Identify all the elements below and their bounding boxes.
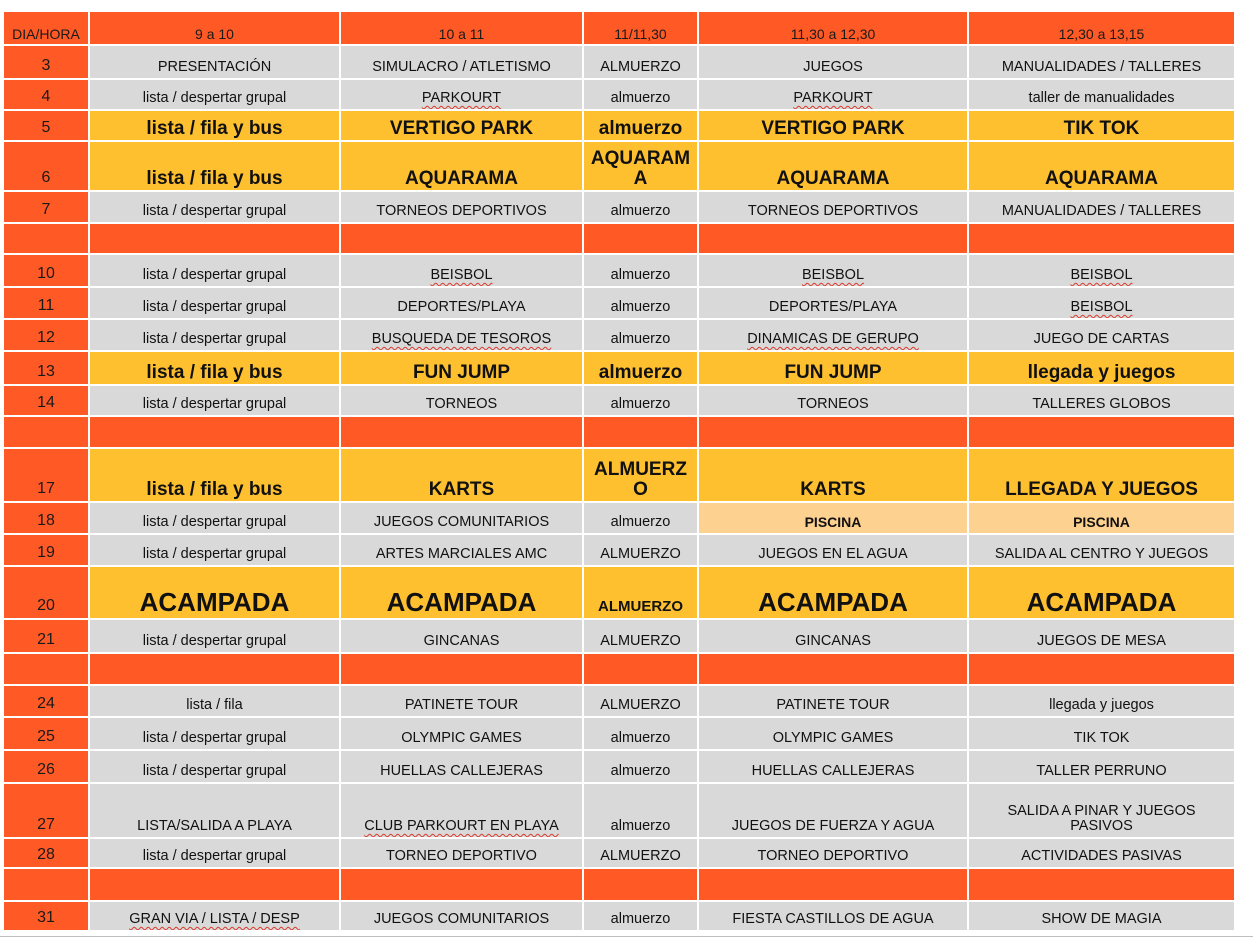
- day-24-activity-5: [969, 686, 1234, 716]
- header-column-5: [969, 12, 1234, 44]
- day-12-activity-1-text: lista / despertar grupal: [142, 330, 287, 347]
- day-26-activity-1: [90, 751, 339, 782]
- day-26-activity-4-text: HUELLAS CALLEJERAS: [751, 762, 915, 779]
- day-3-activity-4-text: JUEGOS: [803, 58, 863, 75]
- day-25-activity-1: [90, 718, 339, 749]
- day-13-activity-5: [969, 352, 1234, 384]
- day-4-activity-2-text: PARKOURT: [421, 89, 502, 106]
- day-6-activity-2-text: AQUARAMA: [405, 168, 518, 190]
- day-21-activity-5: [969, 620, 1234, 652]
- separator-row-activity-2: [341, 654, 582, 684]
- day-6-activity-3: [584, 142, 697, 190]
- day-12-activity-3: [584, 320, 697, 350]
- separator-row-activity-4: [699, 417, 967, 447]
- day-17-day-cell: [4, 449, 88, 501]
- day-4-activity-3-text: almuerzo: [610, 89, 671, 106]
- day-17-activity-3-text: ALMUERZ O: [594, 459, 687, 501]
- day-27-activity-2: [341, 784, 582, 837]
- day-21-day-cell-text: 21: [37, 631, 55, 649]
- day-24-activity-4-text: PATINETE TOUR: [776, 696, 890, 713]
- day-14-activity-3: [584, 386, 697, 415]
- day-21-activity-1: [90, 620, 339, 652]
- day-27-activity-4-text: JUEGOS DE FUERZA Y AGUA: [731, 817, 935, 834]
- day-26-activity-3-text: almuerzo: [610, 762, 671, 779]
- day-24-activity-1: [90, 686, 339, 716]
- day-7-activity-4-text: TORNEOS DEPORTIVOS: [747, 202, 919, 219]
- day-20-day-cell-text: 20: [37, 597, 55, 615]
- day-4-day-cell-text: 4: [41, 88, 51, 106]
- day-11-activity-3: [584, 288, 697, 318]
- day-18-activity-5: [969, 503, 1234, 533]
- day-27-activity-3-text: almuerzo: [610, 817, 671, 834]
- day-24-day-cell-text: 24: [37, 695, 55, 713]
- day-14-activity-2-text: TORNEOS: [425, 395, 498, 412]
- day-26-day-cell: [4, 751, 88, 782]
- day-3-activity-1-text: PRESENTACIÓN: [157, 58, 272, 75]
- day-20-activity-5: [969, 567, 1234, 618]
- day-7-activity-5-text: MANUALIDADES / TALLERES: [1001, 202, 1202, 219]
- day-26-activity-3: [584, 751, 697, 782]
- day-5-activity-3-text: almuerzo: [598, 118, 683, 140]
- day-6-activity-4-text: AQUARAMA: [776, 168, 890, 190]
- header-day-label-text: DIA/HORA: [12, 26, 80, 43]
- day-28-day-cell-text: 28: [37, 846, 55, 864]
- day-3-activity-2: [341, 46, 582, 78]
- day-31-activity-5: [969, 902, 1234, 930]
- day-13-activity-2-text: FUN JUMP: [412, 362, 511, 384]
- day-21-activity-4: [699, 620, 967, 652]
- day-18-activity-2-text: JUEGOS COMUNITARIOS: [373, 513, 550, 530]
- day-21-activity-3: [584, 620, 697, 652]
- day-4-activity-5-text: taller de manualidades: [1028, 89, 1175, 106]
- day-7-activity-3-text: almuerzo: [610, 202, 671, 219]
- day-19-activity-4: [699, 535, 967, 565]
- day-11-activity-4: [699, 288, 967, 318]
- day-11-activity-5-text: BEISBOL: [1070, 298, 1133, 315]
- day-27-activity-5-text: SALIDA A PINAR Y JUEGOS PASIVOS: [1007, 802, 1196, 834]
- day-7-activity-1: [90, 192, 339, 222]
- day-21-day-cell: [4, 620, 88, 652]
- day-19-activity-3-text: ALMUERZO: [600, 545, 681, 562]
- day-14-day-cell-text: 14: [37, 394, 55, 412]
- day-10-activity-1-text: lista / despertar grupal: [142, 266, 287, 283]
- day-6-activity-3-text: AQUARAM A: [590, 148, 691, 190]
- day-13-activity-1-text: lista / fila y bus: [146, 362, 283, 384]
- day-25-activity-3: [584, 718, 697, 749]
- day-27-activity-1-text: LISTA/SALIDA A PLAYA: [137, 817, 292, 834]
- day-25-activity-1-text: lista / despertar grupal: [142, 729, 287, 746]
- day-25-day-cell-text: 25: [37, 728, 55, 746]
- day-28-activity-1: [90, 839, 339, 867]
- day-18-activity-2: [341, 503, 582, 533]
- day-10-activity-4: [699, 255, 967, 286]
- day-25-activity-2: [341, 718, 582, 749]
- day-4-activity-4: [699, 80, 967, 109]
- day-13-activity-4-text: FUN JUMP: [784, 362, 882, 384]
- day-28-activity-1-text: lista / despertar grupal: [142, 847, 287, 864]
- day-10-activity-5: [969, 255, 1234, 286]
- day-17-day-cell-text: 17: [37, 480, 55, 498]
- day-7-activity-1-text: lista / despertar grupal: [142, 202, 287, 219]
- day-20-activity-3-text: ALMUERZO: [598, 598, 683, 616]
- day-17-activity-5: [969, 449, 1234, 501]
- day-20-activity-1-text: ACAMPADA: [139, 586, 290, 617]
- day-4-activity-1: [90, 80, 339, 109]
- day-27-activity-5: [969, 784, 1234, 837]
- separator-row-day-cell: [4, 224, 88, 253]
- day-14-day-cell: [4, 386, 88, 415]
- day-5-activity-5-text: TIK TOK: [1063, 118, 1140, 140]
- day-5-activity-1-text: lista / fila y bus: [146, 118, 283, 140]
- day-21-activity-2: [341, 620, 582, 652]
- header-column-1: [90, 12, 339, 44]
- separator-row-activity-3: [584, 417, 697, 447]
- day-31-activity-3-text: almuerzo: [610, 910, 671, 927]
- day-11-activity-2: [341, 288, 582, 318]
- day-24-day-cell: [4, 686, 88, 716]
- separator-row-activity-5: [969, 224, 1234, 253]
- day-21-activity-3-text: ALMUERZO: [600, 632, 681, 649]
- day-26-activity-5: [969, 751, 1234, 782]
- day-26-day-cell-text: 26: [37, 761, 55, 779]
- day-20-activity-1: [90, 567, 339, 618]
- day-11-activity-4-text: DEPORTES/PLAYA: [768, 298, 898, 315]
- day-14-activity-4: [699, 386, 967, 415]
- day-28-activity-4-text: TORNEO DEPORTIVO: [757, 847, 909, 864]
- day-12-activity-3-text: almuerzo: [610, 330, 671, 347]
- day-18-activity-4: [699, 503, 967, 533]
- separator-row-activity-1: [90, 224, 339, 253]
- header-day-label: [4, 12, 88, 44]
- day-6-day-cell-text: 6: [41, 169, 51, 187]
- day-7-day-cell-text: 7: [41, 201, 51, 219]
- day-10-activity-1: [90, 255, 339, 286]
- header-column-4: [699, 12, 967, 44]
- day-13-activity-3-text: almuerzo: [598, 362, 683, 384]
- day-12-activity-4: [699, 320, 967, 350]
- day-5-activity-4-text: VERTIGO PARK: [761, 118, 905, 140]
- day-6-activity-2: [341, 142, 582, 190]
- day-18-day-cell: [4, 503, 88, 533]
- day-10-activity-4-text: BEISBOL: [801, 266, 865, 283]
- day-24-activity-3-text: ALMUERZO: [600, 696, 681, 713]
- header-column-3-text: 11/11,30: [614, 26, 667, 43]
- separator-row-activity-4: [699, 654, 967, 684]
- separator-row-activity-5: [969, 417, 1234, 447]
- day-5-activity-5: [969, 111, 1234, 140]
- day-18-activity-3: [584, 503, 697, 533]
- day-25-activity-4-text: OLYMPIC GAMES: [772, 729, 894, 746]
- day-28-day-cell: [4, 839, 88, 867]
- day-5-day-cell-text: 5: [41, 119, 51, 137]
- day-27-activity-2-text: CLUB PARKOURT EN PLAYA: [364, 817, 559, 834]
- day-17-activity-2: [341, 449, 582, 501]
- day-6-activity-5-text: AQUARAMA: [1045, 168, 1158, 190]
- day-17-activity-2-text: KARTS: [428, 479, 495, 501]
- day-21-activity-2-text: GINCANAS: [423, 632, 500, 649]
- day-12-day-cell: [4, 320, 88, 350]
- day-4-activity-4-text: PARKOURT: [793, 89, 873, 106]
- separator-row-activity-5: [969, 654, 1234, 684]
- day-3-activity-3-text: ALMUERZO: [600, 58, 681, 75]
- day-7-day-cell: [4, 192, 88, 222]
- day-10-activity-3: [584, 255, 697, 286]
- day-6-activity-1: [90, 142, 339, 190]
- day-11-activity-2-text: DEPORTES/PLAYA: [397, 298, 526, 315]
- day-24-activity-5-text: llegada y juegos: [1049, 696, 1154, 713]
- day-31-activity-1-text: GRAN VIA / LISTA / DESP: [129, 910, 300, 927]
- day-21-activity-1-text: lista / despertar grupal: [142, 632, 287, 649]
- day-3-activity-1: [90, 46, 339, 78]
- day-25-day-cell: [4, 718, 88, 749]
- header-column-4-text: 11,30 a 12,30: [790, 26, 876, 43]
- day-11-activity-3-text: almuerzo: [610, 298, 671, 315]
- day-3-activity-2-text: SIMULACRO / ATLETISMO: [372, 58, 551, 75]
- day-28-activity-3: [584, 839, 697, 867]
- day-31-activity-1: [90, 902, 339, 930]
- day-4-activity-2: [341, 80, 582, 109]
- day-12-activity-5-text: JUEGO DE CARTAS: [1033, 330, 1170, 347]
- header-column-2-text: 10 a 11: [438, 26, 485, 43]
- day-26-activity-2-text: HUELLAS CALLEJERAS: [380, 762, 543, 779]
- day-18-activity-4-text: PISCINA: [804, 514, 862, 531]
- separator-row-activity-1: [90, 869, 339, 900]
- day-26-activity-4: [699, 751, 967, 782]
- day-19-activity-4-text: JUEGOS EN EL AGUA: [758, 545, 908, 562]
- day-13-activity-2: [341, 352, 582, 384]
- separator-row-activity-3: [584, 224, 697, 253]
- day-26-activity-5-text: TALLER PERRUNO: [1036, 762, 1167, 779]
- day-14-activity-5: [969, 386, 1234, 415]
- day-6-activity-5: [969, 142, 1234, 190]
- day-3-activity-3: [584, 46, 697, 78]
- day-14-activity-2: [341, 386, 582, 415]
- day-25-activity-2-text: OLYMPIC GAMES: [401, 729, 522, 746]
- day-6-activity-1-text: lista / fila y bus: [146, 168, 283, 190]
- bottom-divider: [0, 936, 1253, 937]
- day-4-activity-1-text: lista / despertar grupal: [142, 89, 287, 106]
- day-12-activity-2-text: BUSQUEDA DE TESOROS: [371, 330, 552, 347]
- day-18-day-cell-text: 18: [37, 512, 55, 530]
- day-24-activity-1-text: lista / fila: [186, 696, 243, 713]
- day-14-activity-4-text: TORNEOS: [797, 395, 869, 412]
- day-17-activity-3: [584, 449, 697, 501]
- day-3-activity-5-text: MANUALIDADES / TALLERES: [1001, 58, 1202, 75]
- day-27-day-cell: [4, 784, 88, 837]
- day-19-activity-2: [341, 535, 582, 565]
- separator-row-activity-2: [341, 869, 582, 900]
- day-11-day-cell-text: 11: [37, 297, 55, 315]
- day-14-activity-5-text: TALLERES GLOBOS: [1032, 395, 1171, 412]
- day-26-activity-1-text: lista / despertar grupal: [142, 762, 287, 779]
- day-10-activity-2: [341, 255, 582, 286]
- day-21-activity-4-text: GINCANAS: [795, 632, 871, 649]
- day-13-day-cell-text: 13: [37, 363, 55, 381]
- day-17-activity-1-text: lista / fila y bus: [146, 479, 283, 501]
- day-20-day-cell: [4, 567, 88, 618]
- day-18-activity-3-text: almuerzo: [610, 513, 671, 530]
- separator-row-activity-5: [969, 869, 1234, 900]
- day-19-day-cell: [4, 535, 88, 565]
- header-column-5-text: 12,30 a 13,15: [1058, 26, 1145, 43]
- separator-row-activity-2: [341, 417, 582, 447]
- day-14-activity-1-text: lista / despertar grupal: [142, 395, 287, 412]
- day-24-activity-2: [341, 686, 582, 716]
- day-28-activity-2-text: TORNEO DEPORTIVO: [386, 847, 537, 864]
- day-31-activity-3: [584, 902, 697, 930]
- separator-row-activity-1: [90, 654, 339, 684]
- day-7-activity-2: [341, 192, 582, 222]
- day-20-activity-3: [584, 567, 697, 618]
- separator-row-day-cell: [4, 869, 88, 900]
- day-19-activity-5: [969, 535, 1234, 565]
- day-28-activity-5-text: ACTIVIDADES PASIVAS: [1021, 847, 1182, 864]
- separator-row-activity-4: [699, 224, 967, 253]
- day-20-activity-5-text: ACAMPADA: [1026, 586, 1177, 617]
- day-27-activity-4: [699, 784, 967, 837]
- day-19-activity-1-text: lista / despertar grupal: [142, 545, 287, 562]
- day-13-activity-1: [90, 352, 339, 384]
- day-13-activity-4: [699, 352, 967, 384]
- day-5-day-cell: [4, 111, 88, 140]
- day-26-activity-2: [341, 751, 582, 782]
- day-17-activity-1: [90, 449, 339, 501]
- header-column-2: [341, 12, 582, 44]
- day-31-activity-5-text: SHOW DE MAGIA: [1041, 910, 1162, 927]
- day-7-activity-5: [969, 192, 1234, 222]
- day-3-day-cell-text: 3: [41, 57, 51, 75]
- day-7-activity-4: [699, 192, 967, 222]
- day-3-activity-4: [699, 46, 967, 78]
- day-20-activity-2: [341, 567, 582, 618]
- day-10-activity-3-text: almuerzo: [610, 266, 671, 283]
- day-20-activity-4: [699, 567, 967, 618]
- day-24-activity-2-text: PATINETE TOUR: [404, 696, 519, 713]
- day-5-activity-4: [699, 111, 967, 140]
- day-12-activity-2: [341, 320, 582, 350]
- day-12-activity-1: [90, 320, 339, 350]
- day-13-day-cell: [4, 352, 88, 384]
- day-4-activity-5: [969, 80, 1234, 109]
- day-27-day-cell-text: 27: [37, 816, 55, 834]
- day-31-activity-2: [341, 902, 582, 930]
- day-3-activity-5: [969, 46, 1234, 78]
- day-28-activity-5: [969, 839, 1234, 867]
- day-10-day-cell: [4, 255, 88, 286]
- day-19-activity-3: [584, 535, 697, 565]
- day-17-activity-5-text: LLEGADA Y JUEGOS: [1005, 479, 1198, 501]
- day-3-day-cell: [4, 46, 88, 78]
- day-14-activity-3-text: almuerzo: [610, 395, 671, 412]
- day-18-activity-5-text: PISCINA: [1073, 514, 1130, 531]
- day-7-activity-3: [584, 192, 697, 222]
- day-25-activity-4: [699, 718, 967, 749]
- day-28-activity-4: [699, 839, 967, 867]
- separator-row-activity-3: [584, 869, 697, 900]
- day-19-day-cell-text: 19: [37, 544, 55, 562]
- day-13-activity-5-text: llegada y juegos: [1027, 362, 1176, 384]
- day-12-activity-5: [969, 320, 1234, 350]
- day-25-activity-3-text: almuerzo: [610, 729, 671, 746]
- day-20-activity-2-text: ACAMPADA: [386, 586, 537, 617]
- day-25-activity-5-text: TIK TOK: [1073, 729, 1130, 746]
- day-31-day-cell-text: 31: [37, 909, 55, 927]
- day-17-activity-4-text: KARTS: [800, 479, 866, 501]
- day-5-activity-2: [341, 111, 582, 140]
- day-17-activity-4: [699, 449, 967, 501]
- day-12-day-cell-text: 12: [37, 329, 55, 347]
- day-28-activity-2: [341, 839, 582, 867]
- separator-row-day-cell: [4, 417, 88, 447]
- day-5-activity-3: [584, 111, 697, 140]
- day-27-activity-3: [584, 784, 697, 837]
- day-4-activity-3: [584, 80, 697, 109]
- day-18-activity-1-text: lista / despertar grupal: [142, 513, 287, 530]
- separator-row-activity-4: [699, 869, 967, 900]
- day-7-activity-2-text: TORNEOS DEPORTIVOS: [376, 202, 547, 219]
- header-column-1-text: 9 a 10: [195, 26, 234, 43]
- day-13-activity-3: [584, 352, 697, 384]
- day-20-activity-4-text: ACAMPADA: [758, 586, 908, 617]
- day-10-activity-5-text: BEISBOL: [1070, 266, 1133, 283]
- day-4-day-cell: [4, 80, 88, 109]
- day-24-activity-4: [699, 686, 967, 716]
- day-19-activity-5-text: SALIDA AL CENTRO Y JUEGOS: [994, 545, 1209, 562]
- day-25-activity-5: [969, 718, 1234, 749]
- day-12-activity-4-text: DINAMICAS DE GERUPO: [747, 330, 919, 347]
- day-31-activity-2-text: JUEGOS COMUNITARIOS: [373, 910, 550, 927]
- day-6-day-cell: [4, 142, 88, 190]
- day-18-activity-1: [90, 503, 339, 533]
- day-5-activity-1: [90, 111, 339, 140]
- day-14-activity-1: [90, 386, 339, 415]
- day-11-activity-5: [969, 288, 1234, 318]
- day-19-activity-1: [90, 535, 339, 565]
- separator-row-day-cell: [4, 654, 88, 684]
- day-5-activity-2-text: VERTIGO PARK: [389, 118, 534, 140]
- separator-row-activity-3: [584, 654, 697, 684]
- day-31-activity-4-text: FIESTA CASTILLOS DE AGUA: [732, 910, 934, 927]
- day-31-activity-4: [699, 902, 967, 930]
- day-10-activity-2-text: BEISBOL: [430, 266, 493, 283]
- header-column-3: [584, 12, 697, 44]
- day-6-activity-4: [699, 142, 967, 190]
- day-11-activity-1: [90, 288, 339, 318]
- day-28-activity-3-text: ALMUERZO: [600, 847, 681, 864]
- day-10-day-cell-text: 10: [37, 265, 55, 283]
- day-31-day-cell: [4, 902, 88, 930]
- separator-row-activity-2: [341, 224, 582, 253]
- day-21-activity-5-text: JUEGOS DE MESA: [1037, 632, 1166, 649]
- separator-row-activity-1: [90, 417, 339, 447]
- day-11-day-cell: [4, 288, 88, 318]
- day-24-activity-3: [584, 686, 697, 716]
- day-11-activity-1-text: lista / despertar grupal: [142, 298, 287, 315]
- day-19-activity-2-text: ARTES MARCIALES AMC: [375, 545, 548, 562]
- day-27-activity-1: [90, 784, 339, 837]
